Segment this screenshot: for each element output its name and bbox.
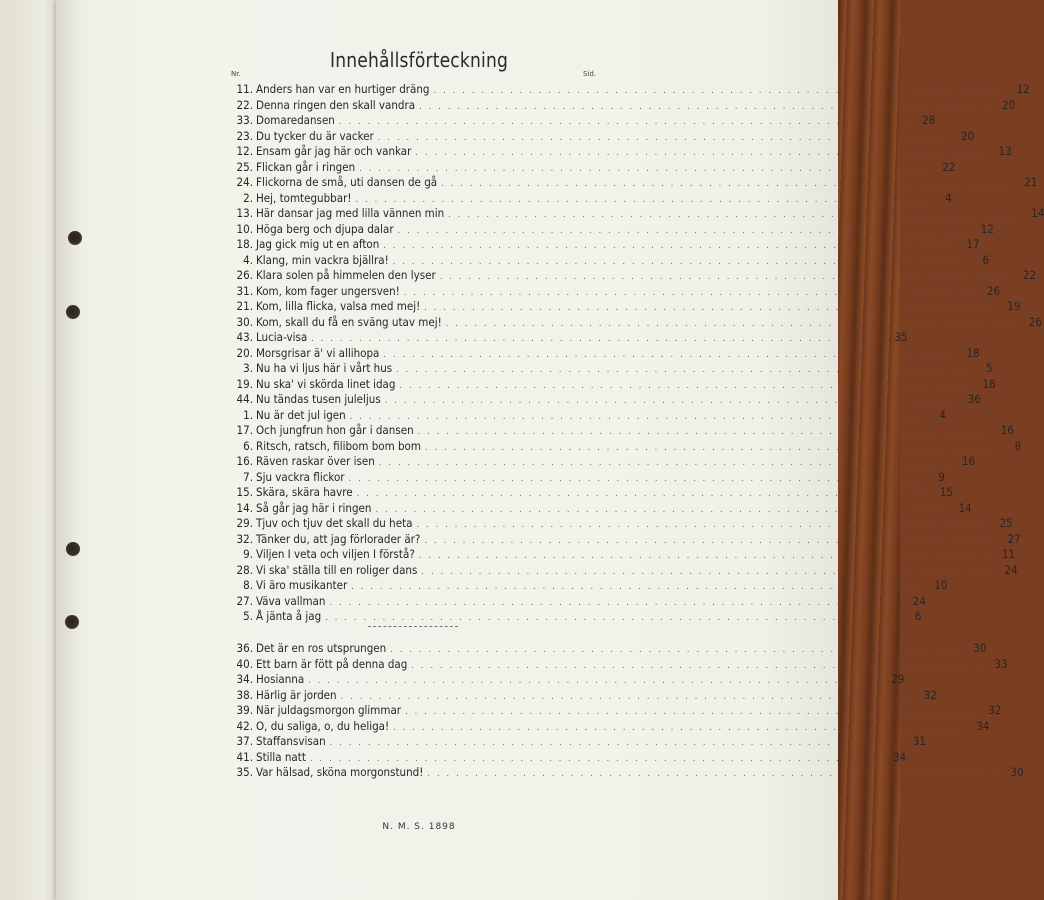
dot-leader: ............................................................ [424,535,999,546]
entry-title: Härlig är jorden [256,687,337,702]
entry-page-number: 15 [939,485,953,499]
entry-number: 7. [243,469,253,484]
entry-title: Tänker du, att jag förlorader är? [256,531,421,546]
entry-title: När juldagsmorgon glimmar [256,703,402,717]
dot-leader: ............................................................ [311,334,886,344]
entry-title: Skära, skära havre [256,485,353,499]
toc-entry [228,144,1012,160]
toc-entry [228,718,990,735]
dot-leader: ............................................................ [351,582,926,592]
entry-number: 41. [236,749,253,764]
entry-page-number: 17 [966,237,980,251]
punch-hole [66,542,80,556]
dot-leader: ............................................................ [383,349,958,360]
toc-entry [228,765,1024,781]
toc-entry [228,578,948,594]
column-header-page: Sid. [583,70,597,78]
entry-number: 38. [236,687,253,702]
entry-title: Ritsch, ratsch, filibom bom bom [256,438,421,453]
dot-leader: ............................................................ [349,411,924,422]
toc-entry [228,252,990,269]
entry-title: Var hälsad, sköna morgonstund! [256,765,424,779]
entry-number: 3. [243,361,253,375]
entry-title: Nu ska' vi skörda linet idag [256,376,396,391]
dot-leader: ............................................................ [397,225,972,236]
entry-title: Lucia-visa [256,330,308,344]
entry-title: Höga berg och djupa dalar [256,221,394,236]
toc-entry [228,407,946,424]
toc-list-christmas [228,641,1024,781]
entry-page-number: 14 [958,500,972,515]
entry-title: Hej, tomtegubbar! [256,190,352,205]
toc-entry [228,485,953,501]
toc-entry [228,516,1013,532]
entry-page-number: 24 [1004,562,1018,577]
dot-leader: ............................................................ [359,163,934,174]
entry-number: 20. [236,345,253,360]
punch-hole [68,231,82,245]
entry-page-number: 31 [912,734,926,748]
entry-title: Här dansar jag med lilla vännen min [256,206,445,220]
entry-number: 23. [236,128,253,143]
toc-entry [228,376,996,393]
entry-page-number: 35 [894,330,908,344]
entry-title: Så går jag här i ringen [256,500,372,515]
entry-title: Vi ska' ställa till en roliger dans [256,562,418,577]
entry-page-number: 36 [967,392,981,406]
entry-title: Stilla natt [256,749,306,764]
entry-title: Och jungfrun hon går i dansen [256,423,414,437]
entry-number: 5. [243,609,253,623]
entry-page-number: 20 [1002,97,1016,112]
entry-page-number: 18 [982,376,996,391]
entry-page-number: 34 [976,718,990,733]
entry-number: 1. [243,407,253,422]
entry-number: 24. [236,175,253,189]
toc-entry [228,641,987,657]
entry-title: Nu är det jul igen [256,407,346,422]
entry-number: 29. [236,516,253,530]
entry-page-number: 32 [923,687,937,702]
entry-number: 4. [243,252,253,267]
toc-entry [228,361,993,377]
column-header-number: Nr. [231,70,241,78]
punch-hole [66,305,80,319]
dot-leader: ............................................................ [448,210,1023,220]
entry-number: 36. [236,641,253,655]
entry-page-number: 6 [982,252,990,267]
entry-page-number: 8 [1014,438,1022,453]
toc-entry [228,128,975,145]
dot-leader: ............................................................ [348,473,923,484]
dot-leader: ............................................................ [377,132,953,143]
dot-leader: ............................................................ [424,303,999,313]
dot-leader: ............................................................ [338,117,914,127]
entry-page-number: 4 [945,190,952,205]
dot-leader: ............................................................ [421,566,996,577]
dot-leader: ............................................................ [433,86,1008,96]
dot-leader: ............................................................ [445,318,1020,329]
entry-page-number: 30 [1010,765,1024,779]
entry-number: 19. [236,376,253,391]
dot-leader: ............................................................ [329,597,904,608]
entry-page-number: 22 [942,159,956,174]
dot-leader: ............................................................ [378,458,954,468]
dot-leader: ............................................................ [329,738,904,748]
toc-entry [228,299,1021,315]
toc-entry [228,190,952,207]
entry-page-number: 26 [1028,314,1042,329]
dot-leader: ............................................................ [403,287,979,298]
entry-title: Det är en ros utsprungen [256,641,387,655]
publisher-footer: N. M. S. 1898 [382,822,456,832]
entry-page-number: 10 [934,578,948,592]
entry-title: Morsgrisar ä' vi allihopa [256,345,380,360]
entry-number: 28. [236,562,253,577]
entry-title: Klang, min vackra bjällra! [256,252,389,267]
entry-title: Ett barn är fött på denna dag [256,656,408,671]
entry-number: 35. [236,765,253,779]
entry-number: 26. [236,268,253,282]
entry-number: 8. [243,578,253,592]
entry-number: 34. [236,672,253,686]
toc-entry [228,237,980,253]
entry-page-number: 5 [985,361,993,375]
toc-entry [228,206,1044,222]
entry-number: 25. [236,159,253,174]
dot-leader: ............................................................ [384,396,959,406]
entry-title: Räven raskar över isen [256,454,375,468]
entry-title: Hosianna [256,672,305,686]
entry-page-number: 12 [1016,82,1030,96]
entry-page-number: 29 [891,672,905,686]
dot-leader: ............................................................ [418,551,994,561]
entry-title: Flickan går i ringen [256,159,356,174]
entry-page-number: 27 [1007,531,1021,546]
entry-number: 22. [236,97,253,112]
toc-entry [228,687,937,704]
entry-page-number: 25 [999,516,1013,530]
entry-title: Sju vackra flickor [256,469,345,484]
entry-page-number: 19 [1007,299,1021,313]
dot-leader: ............................................................ [308,676,883,686]
toc-entry [228,438,1022,455]
toc-entry [228,423,1014,439]
toc-entry [228,734,926,750]
toc-entry [228,703,1002,719]
entry-title: Tjuv och tjuv det skall du heta [256,516,413,530]
entry-title: Viljen I veta och viljen I förstå? [256,547,415,561]
entry-title: Väva vallman [256,593,326,608]
toc-entry [228,672,905,688]
entry-title: Jag gick mig ut en afton [256,237,380,251]
toc-entry [228,656,1008,673]
toc-entry [228,609,922,625]
entry-title: Kom, kom fager ungersven! [256,283,400,298]
dot-leader: ............................................................ [355,194,930,205]
entry-page-number: 24 [912,593,926,608]
toc-entry [228,500,972,517]
dot-leader: ............................................................ [399,380,974,391]
toc-entry [228,531,1021,548]
entry-title: Flickorna de små, uti dansen de gå [256,175,438,189]
toc-entry [228,175,1038,191]
entry-title: Kom, lilla flicka, valsa med mej! [256,299,421,313]
toc-entry [228,330,908,346]
dot-leader: ............................................................ [309,753,885,764]
entry-number: 32. [236,531,253,546]
entry-number: 6. [243,438,253,453]
entry-number: 31. [236,283,253,298]
entry-page-number: 21 [1024,175,1038,189]
toc-entry [228,113,936,129]
dot-leader: ............................................................ [383,241,958,251]
entry-title: Kom, skall du få en sväng utav mej! [256,314,442,329]
entry-title: Staffansvisan [256,734,326,748]
toc-entry [228,469,945,486]
toc-entry [228,392,981,408]
entry-title: Nu ha vi ljus här i vårt hus [256,361,393,375]
toc-entry [228,562,1018,579]
entry-page-number: 20 [960,128,975,143]
entry-number: 27. [236,593,253,608]
entry-page-number: 16 [961,454,976,468]
entry-number: 30. [236,314,253,329]
entry-page-number: 26 [986,283,1001,298]
entry-number: 15. [236,485,253,499]
entry-number: 11. [236,82,253,96]
entry-page-number: 16 [1000,423,1014,437]
entry-title: Klara solen på himmelen den lyser [256,268,436,282]
dot-leader: ............................................................ [439,272,1014,282]
dot-leader: ............................................................ [411,660,986,671]
dot-leader: ............................................................ [405,707,980,717]
dot-leader: ............................................................ [427,769,1002,779]
entry-number: 13. [236,206,253,220]
dot-leader: ............................................................ [424,442,1000,453]
entry-number: 9. [243,547,253,561]
page-title: Innehållsförteckning [329,48,509,72]
toc-entry [228,345,980,362]
entry-page-number: 14 [1031,206,1044,220]
dot-leader: ............................................................ [356,489,931,499]
entry-page-number: 9 [938,469,945,484]
entry-page-number: 18 [966,345,980,360]
entry-number: 44. [236,392,253,406]
dot-leader: ............................................................ [392,256,968,267]
entry-number: 16. [236,454,253,468]
entry-page-number: 32 [988,703,1002,717]
entry-number: 2. [243,190,253,205]
toc-list-main [228,82,1044,625]
entry-number: 21. [236,299,253,313]
dot-leader: ............................................................ [325,613,900,623]
entry-title: Denna ringen den skall vandra [256,97,416,112]
entry-page-number: 34 [892,749,907,764]
toc-entry [228,547,1016,563]
entry-title: Du tycker du är vacker [256,128,374,143]
toc-entry [228,593,926,610]
entry-title: Vi äro musikanter [256,578,348,592]
entry-number: 40. [236,656,253,671]
dot-leader: ............................................................ [417,427,992,437]
toc-entry [228,454,976,470]
toc-entry [228,82,1030,98]
underlying-page [0,0,62,900]
entry-number: 18. [236,237,253,251]
entry-page-number: 33 [994,656,1008,671]
entry-number: 17. [236,423,253,437]
entry-number: 14. [236,500,253,515]
toc-entry [228,159,956,176]
toc-entry [228,314,1042,331]
entry-page-number: 22 [1022,268,1036,282]
entry-number: 42. [236,718,253,733]
entry-page-number: 12 [980,221,994,236]
toc-entry [228,268,1036,284]
entry-title: Anders han var en hurtiger dräng [256,82,430,96]
dot-leader: ............................................................ [396,365,971,375]
entry-number: 12. [236,144,253,158]
dot-leader: ............................................................ [390,645,965,655]
entry-number: 43. [236,330,253,344]
entry-title: Ensam går jag här och vankar [256,144,412,158]
toc-entry [228,283,1001,300]
entry-title: O, du saliga, o, du heliga! [256,718,390,733]
dot-leader: ............................................................ [340,691,915,702]
dot-leader: ............................................................ [416,520,991,530]
entry-page-number: 4 [939,407,946,422]
entry-title: Å jänta å jag [256,609,322,623]
dot-leader: ............................................................ [415,148,990,158]
entry-number: 39. [236,703,253,717]
entry-number: 37. [236,734,253,748]
entry-page-number: 6 [914,609,922,623]
dot-leader: ............................................................ [393,722,968,733]
section-divider [368,626,458,627]
entry-number: 33. [236,113,253,127]
dot-leader: ............................................................ [441,179,1016,189]
toc-entry [228,749,907,766]
entry-page-number: 11 [1001,547,1016,561]
entry-number: 10. [236,221,253,236]
dot-leader: ............................................................ [419,101,994,112]
toc-entry [228,97,1016,114]
entry-title: Domaredansen [256,113,335,127]
entry-page-number: 28 [921,113,936,127]
dot-leader: ............................................................ [375,504,950,515]
entry-page-number: 30 [973,641,987,655]
toc-entry [228,221,994,238]
punch-hole [65,615,79,629]
entry-title: Nu tändas tusen juleljus [256,392,381,406]
entry-page-number: 13 [998,144,1012,158]
